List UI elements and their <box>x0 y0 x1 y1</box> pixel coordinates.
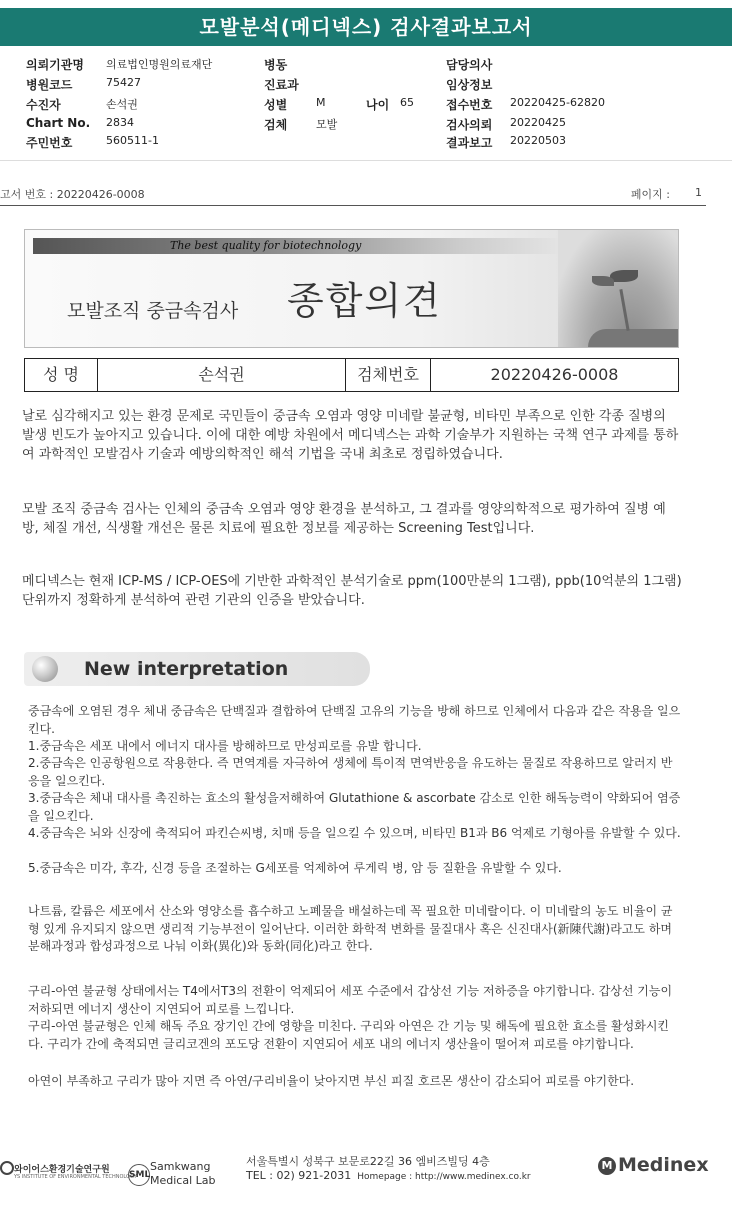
info-row <box>0 76 732 94</box>
institute-logo-icon <box>0 1161 14 1175</box>
department-label: 진료과 <box>264 78 299 92</box>
sphere-icon <box>32 656 58 682</box>
interpretation-list-item: 4.중금속은 뇌와 신장에 축적되어 파킨슨씨병, 치매 등을 일으킬 수 있으며, 비타민 B1과 B6 억제로 기형아를 유발할 수 있다. <box>28 826 681 840</box>
intro-paragraph: 날로 심각해지고 있는 환경 문제로 국민들이 중금속 오염과 영양 미네랄 불균형, 비타민 부족으로 인한 각종 질병의 발생 빈도가 높아지고 있습니다. 이에 대한 예방 차원에서 메디넥스는 과학 기술부가 지원하는 국책 연구 과제를 통하여 과학적인 모발검사 기술과 예방의학적인 해석 기법을 국내 최초로 정립하였습니다. <box>22 409 679 462</box>
report-date-label: 결과보고 <box>446 136 493 150</box>
requester-value: 의료법인명원의료재단 <box>106 58 213 71</box>
interpretation-heading: New interpretation <box>84 658 289 680</box>
intro-paragraph: 메디넥스는 현재 ICP-MS / ICP-OES에 기반한 과학적인 분석기술로 ppm(100만분의 1그램), ppb(10억분의 1그램) 단위까지 정확하게 분석하여 관련 기관의 인증을 받았습니다. <box>22 574 682 608</box>
institute-logo-subtitle: YS INSTITUTE OF ENVIRONMENTAL TECHNOLOGY <box>14 1174 137 1180</box>
sprout-image <box>558 230 678 347</box>
interpretation-paragraph: 구리-아연 불균형은 인체 해독 주요 장기인 간에 영향을 미친다. 구리와 아연은 간 기능 및 해독에 필요한 효소를 활성화시킨다. 구리가 간에 축적되면 글리코겐의 포도당 전환이 지연되어 세포 내의 에너지 생산율이 떨어져 피로를 야기합니다. <box>28 1019 670 1051</box>
footer-tel: TEL : 02) 921-2031 <box>246 1169 352 1182</box>
clinical-info-label: 임상정보 <box>446 78 493 92</box>
interpretation-list-item: 5.중금속은 미각, 후각, 신경 등을 조절하는 G세포를 억제하여 루게릭 병, 암 등 질환을 유발할 수 있다. <box>28 861 562 875</box>
interpretation-paragraph: 나트륨, 칼륨은 세포에서 산소와 영양소를 흡수하고 노폐물을 배설하는데 꼭 필요한 미네랄이다. 이 미네랄의 농도 비율이 균형 있게 유지되지 않으면 생리적 기능부전이 일어난다. 이러한 화학적 변화를 물질대사 혹은 신진대사(新陳代謝)라고도 하며 분해과정과 합성과정으로 나눠 이화(異化)와 동화(同化)라고 한다. <box>28 904 673 953</box>
info-row <box>0 116 732 134</box>
soil-shape <box>588 329 678 347</box>
info-row <box>0 134 732 152</box>
footer-contact <box>246 1169 531 1182</box>
hospital-code-value: 75427 <box>106 76 141 89</box>
report-date-value: 20220503 <box>510 134 566 147</box>
sml-logo-mark: SML <box>128 1164 150 1186</box>
sex-value: M <box>316 96 326 109</box>
interpretation-list-item: 1.중금속은 세포 내에서 에너지 대사를 방해하므로 만성피로를 유발 합니다. <box>28 739 422 753</box>
request-date-value: 20220425 <box>510 116 566 129</box>
leaf-shape <box>610 270 638 282</box>
leaf-shape <box>592 276 614 286</box>
specimen-label: 검체 <box>264 118 288 132</box>
summary-banner <box>24 229 679 348</box>
specimen-value: 모발 <box>316 118 338 131</box>
footer-homepage: Homepage : http://www.medinex.co.kr <box>357 1172 531 1182</box>
institute-logo: 와이어스환경기술연구원 <box>14 1165 110 1175</box>
banner-subtitle: 모발조직 중금속검사 <box>67 300 239 322</box>
banner-tagline: The best quality for biotechnology <box>170 239 362 252</box>
specimen-no-label: 검체번호 <box>357 365 419 384</box>
interpretation-list-item: 3.중금속은 체내 대사를 촉진하는 효소의 활성을저해하여 Glutathione & ascorbate 감소로 인한 해독능력이 약화되어 염증을 일으킨다. <box>28 791 681 823</box>
page-number: 1 <box>695 186 702 199</box>
patient-value: 손석권 <box>106 98 138 111</box>
doctor-label: 담당의사 <box>446 58 493 72</box>
medinex-logo <box>598 1154 709 1176</box>
interpretation-heading-bar <box>24 652 370 686</box>
interpretation-list-item: 2.중금속은 인공항원으로 작용한다. 즉 면역계를 자극하여 생체에 특이적 면역반응을 유도하는 물질로 작용하므로 알러지 반응을 일으킨다. <box>28 756 673 788</box>
interpretation-paragraph: 구리-아연 불균형 상태에서는 T4에서T3의 전환이 억제되어 세포 수준에서 갑상선 기능 저하증을 야기합니다. 갑상선 기능이 저하되면 에너지 생산이 지연되어 피로를 느낍니다. <box>28 984 673 1016</box>
receipt-no-value: 20220425-62820 <box>510 96 605 109</box>
interpretation-paragraph: 중금속에 오염된 경우 체내 중금속은 단백질과 결합하여 단백질 고유의 기능을 방해 하므로 인체에서 다음과 같은 작용을 일으킨다. <box>28 704 681 736</box>
requester-label: 의뢰기관명 <box>26 58 84 72</box>
report-number: 고서 번호 : 20220426-0008 <box>0 188 145 201</box>
footer-address: 서울특별시 성북구 보문로22길 36 엠비즈빌딩 4층 <box>246 1155 490 1168</box>
medinex-brand: Medinex <box>618 1154 709 1176</box>
intro-paragraph: 모발 조직 중금속 검사는 인체의 중금속 오염과 영양 환경을 분석하고, 그 결과를 영양의학적으로 평가하여 질병 예방, 체질 개선, 식생활 개선은 물론 치료에 필요한 정보를 제공하는 Screening Test입니다. <box>22 502 666 536</box>
age-label: 나이 <box>366 98 390 112</box>
footer <box>0 1148 732 1198</box>
divider <box>0 160 732 161</box>
specimen-no-value: 20220426-0008 <box>490 365 619 384</box>
report-title: 모발분석(메디넥스) 검사결과보고서 <box>199 15 533 39</box>
page-label: 페이지 : <box>630 188 670 201</box>
samkwang-subname: Medical Lab <box>150 1174 216 1187</box>
age-value: 65 <box>400 96 414 109</box>
medinex-logo-icon: M <box>598 1157 616 1175</box>
resident-no-value: 560511-1 <box>106 134 159 147</box>
name-label: 성 명 <box>43 365 79 384</box>
patient-label: 수진자 <box>26 98 61 112</box>
info-row <box>0 56 732 74</box>
hospital-code-label: 병원코드 <box>26 78 73 92</box>
sex-label: 성별 <box>264 98 288 112</box>
ward-label: 병동 <box>264 58 288 72</box>
patient-name-table <box>24 358 679 392</box>
banner-title: 종합의견 <box>287 279 442 323</box>
divider <box>0 205 706 206</box>
interpretation-paragraph: 아연이 부족하고 구리가 많아 지면 즉 아연/구리비율이 낮아지면 부신 피질 호르몬 생산이 감소되어 피로를 야기한다. <box>28 1074 635 1088</box>
chart-no-label: Chart No. <box>26 116 91 130</box>
request-date-label: 검사의뢰 <box>446 118 493 132</box>
name-value: 손석권 <box>198 365 245 384</box>
samkwang-name: Samkwang <box>150 1160 211 1173</box>
resident-no-label: 주민번호 <box>26 136 73 150</box>
info-row <box>0 96 732 114</box>
chart-no-value: 2834 <box>106 116 134 129</box>
report-title-bar <box>0 8 732 46</box>
sprout-stem <box>619 289 629 331</box>
receipt-no-label: 접수번호 <box>446 98 493 112</box>
